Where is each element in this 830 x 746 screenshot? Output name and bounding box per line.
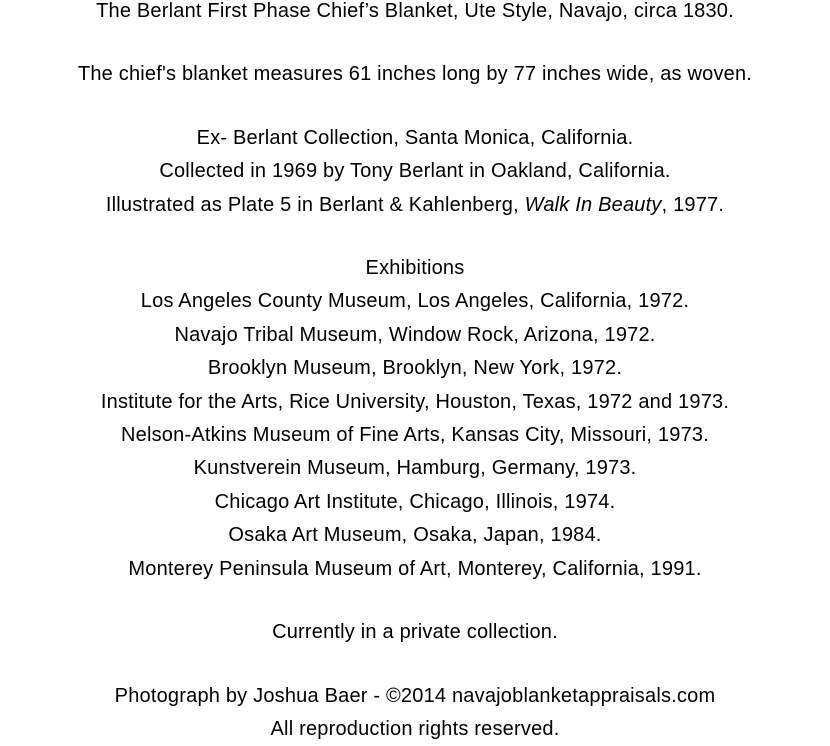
title-paragraph [0, 0, 830, 28]
exhibition-item: Monterey Peninsula Museum of Art, Monterey, California, 1991. [128, 557, 702, 580]
exhibition-item: Institute for the Arts, Rice University, Houston, Texas, 1972 and 1973. [100, 390, 730, 413]
measurements-paragraph [0, 58, 830, 91]
provenance-line [0, 189, 830, 222]
provenance-line: Ex- Berlant Collection, Santa Monica, California. [196, 126, 634, 149]
exhibition-item: Osaka Art Museum, Osaka, Japan, 1984. [228, 524, 602, 547]
exhibition-item: Brooklyn Museum, Brooklyn, New York, 1972. [207, 357, 623, 380]
rights-reserved-text: All reproduction rights reserved. [270, 717, 560, 740]
provenance-citation-suffix: , 1977. [661, 193, 725, 216]
exhibition-item: Los Angeles County Museum, Los Angeles, California, 1972. [140, 290, 690, 313]
provenance-line: Collected in 1969 by Tony Berlant in Oakland, California. [159, 160, 671, 183]
exhibition-item: Chicago Art Institute, Chicago, Illinois, 1974. [214, 490, 616, 513]
exhibitions-paragraph [0, 252, 830, 586]
exhibitions-heading: Exhibitions [365, 257, 465, 280]
credit-paragraph [0, 680, 830, 746]
photo-credit-text: Photograph by Joshua Baer - ©2014 navajoblanketappraisals.com [114, 684, 716, 707]
measurements-text: The chief's blanket measures 61 inches long by 77 inches wide, as woven. [77, 63, 753, 86]
provenance-paragraph [0, 122, 830, 222]
provenance-citation-prefix: Illustrated as Plate 5 in Berlant & Kahlenberg, [105, 193, 525, 216]
exhibition-item: Nelson-Atkins Museum of Fine Arts, Kansas City, Missouri, 1973. [120, 424, 709, 447]
current-status-text: Currently in a private collection. [272, 621, 558, 644]
exhibition-item: Kunstverein Museum, Hamburg, Germany, 1973. [193, 457, 637, 480]
current-status-paragraph [0, 616, 830, 649]
book-title: Walk In Beauty [524, 193, 662, 216]
page-title: The Berlant First Phase Chief’s Blanket, Ute Style, Navajo, circa 1830. [96, 0, 734, 22]
exhibition-item: Navajo Tribal Museum, Window Rock, Arizona, 1972. [174, 323, 656, 346]
